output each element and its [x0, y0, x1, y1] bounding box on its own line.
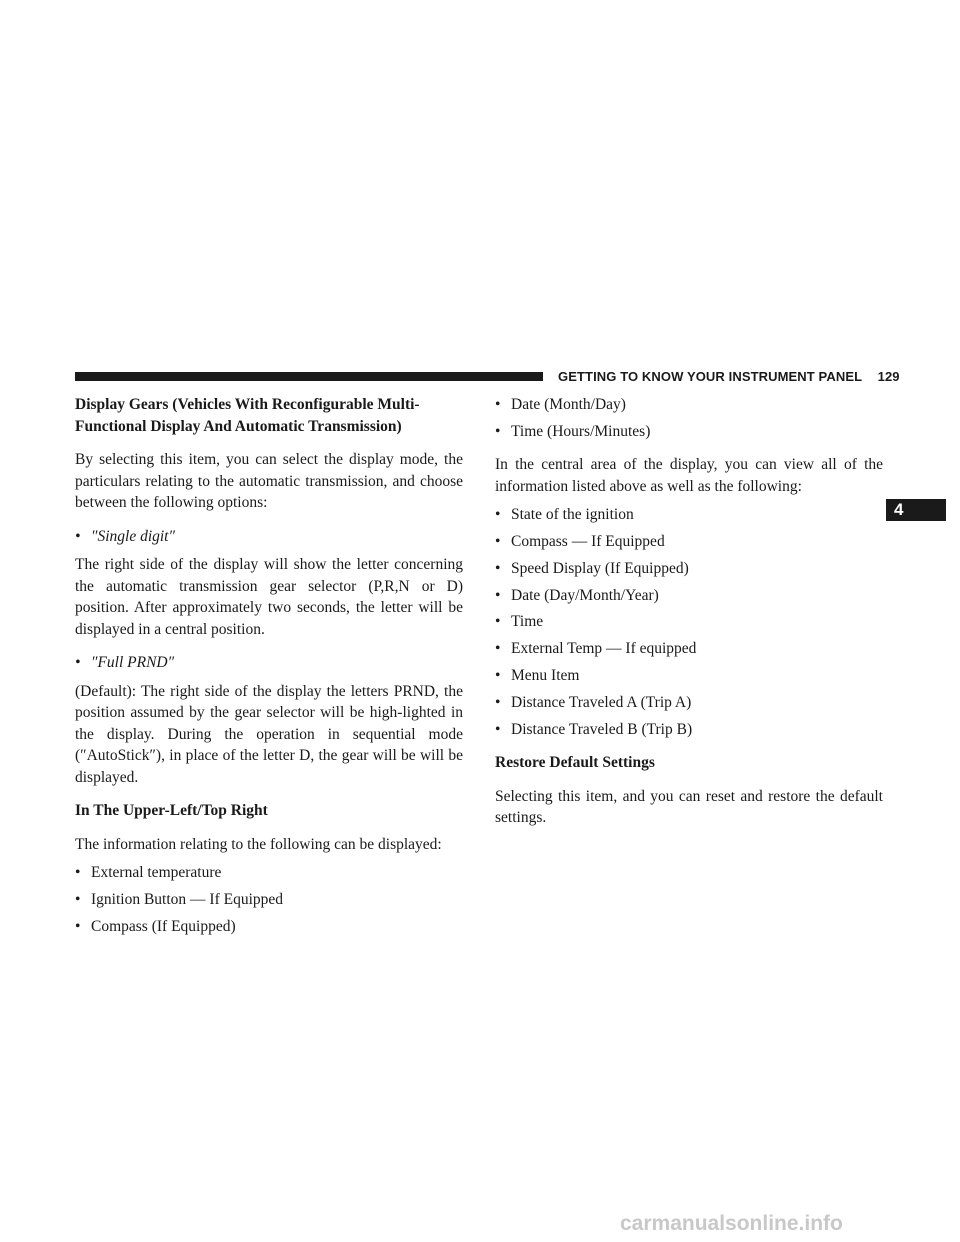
bullet-icon: •: [495, 613, 501, 631]
header-title: GETTING TO KNOW YOUR INSTRUMENT PANEL: [558, 369, 862, 384]
list-item: • Date (Month/Day): [495, 394, 883, 416]
list-item: • Distance Traveled A (Trip A): [495, 692, 883, 714]
upper-left-list: [75, 862, 463, 937]
left-column: [75, 394, 463, 942]
central-paragraph: In the central area of the display, you can view all of the information listed above as well as the following:: [495, 456, 883, 495]
bullet-icon: •: [495, 693, 501, 711]
list-item: • Date (Day/Month/Year): [495, 585, 883, 607]
page-number: 129: [877, 369, 900, 384]
bullet-icon: •: [495, 506, 501, 524]
list-item: • Compass (If Equipped): [75, 916, 463, 938]
bullet-icon: •: [495, 422, 501, 440]
list-item: • External Temp — If equipped: [495, 638, 883, 660]
list-item: • State of the ignition: [495, 504, 883, 526]
list-item-full-prnd: • ″Full PRND″: [75, 652, 463, 674]
running-header: [558, 369, 900, 384]
heading-restore: Restore Default Settings: [495, 754, 655, 772]
bullet-icon: •: [75, 890, 81, 908]
option-list-prnd: [75, 652, 463, 674]
upper-left-paragraph: The information relating to the following can be displayed:: [75, 835, 442, 853]
list-item-single-digit: • ″Single digit″: [75, 526, 463, 548]
list-item: • External temperature: [75, 862, 463, 884]
header-rule: [75, 372, 543, 381]
intro-paragraph: By selecting this item, you can select the display mode, the particulars relating to the automatic transmission, and choose between the following options:: [75, 451, 463, 511]
bullet-icon: •: [495, 720, 501, 738]
right-column: [495, 394, 883, 841]
list-item: • Time: [495, 611, 883, 633]
list-item: • Compass — If Equipped: [495, 531, 883, 553]
list-item: • Menu Item: [495, 665, 883, 687]
bullet-icon: •: [495, 640, 501, 658]
chapter-tab: 4: [886, 499, 946, 521]
restore-paragraph: Selecting this item, and you can reset and restore the default settings.: [495, 787, 883, 827]
bullet-icon: •: [495, 559, 501, 577]
bullet-icon: •: [75, 527, 81, 545]
bullet-icon: •: [495, 667, 501, 685]
list-item: • Distance Traveled B (Trip B): [495, 719, 883, 741]
top-list: [495, 394, 883, 442]
heading-upper-left: In The Upper-Left/Top Right: [75, 802, 268, 819]
list-item: • Time (Hours/Minutes): [495, 421, 883, 443]
bullet-icon: •: [75, 864, 81, 881]
list-item: • Ignition Button — If Equipped: [75, 889, 463, 911]
heading-display-gears: Display Gears (Vehicles With Reconfigurable Multi-Functional Display And Automatic Transmission): [75, 396, 420, 435]
bullet-icon: •: [75, 917, 81, 935]
bullet-icon: •: [495, 533, 501, 551]
option-list-single: [75, 526, 463, 548]
list-item: • Speed Display (If Equipped): [495, 558, 883, 580]
full-prnd-paragraph: (Default): The right side of the display the letters PRND, the position assumed by the gear selector will be high-lighted in the display. During the operation in sequential mode (″AutoStick″), in place of the letter D, the gear will be will be displayed.: [75, 682, 463, 786]
bullet-icon: •: [495, 396, 501, 413]
bullet-icon: •: [495, 586, 501, 604]
bullet-icon: •: [75, 654, 81, 671]
single-digit-paragraph: The right side of the display will show the letter concerning the automatic transmission gear selector (P,R,N or D) position. After approximately two seconds, the letter will be displayed in a central position.: [75, 556, 463, 638]
watermark: carmanualsonline.info: [620, 1212, 843, 1235]
central-list: [495, 504, 883, 740]
